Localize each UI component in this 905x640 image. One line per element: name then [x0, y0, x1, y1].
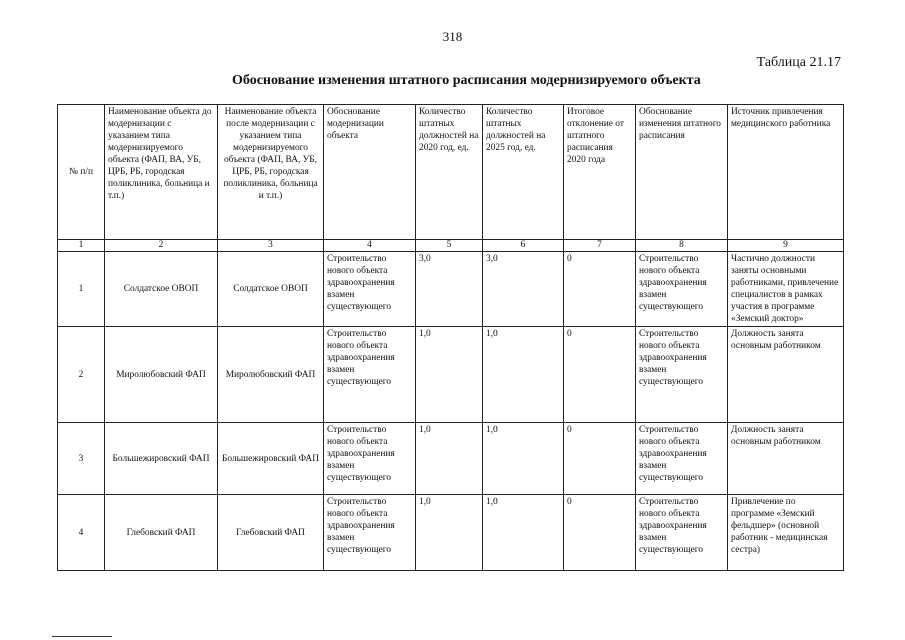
row-number: 4 [58, 495, 105, 571]
worker-source: Должность занята основным работником [728, 423, 844, 495]
header-cell-num: № п/п [58, 105, 105, 240]
table-header-row [58, 105, 844, 240]
object-before: Миролюбовский ФАП [105, 327, 218, 423]
column-index: 7 [564, 240, 636, 252]
staff-2025: 1,0 [483, 423, 564, 495]
header-cell-staff-2025: Количество штатных должностей на 2025 год, ед. [483, 105, 564, 240]
staff-deviation: 0 [564, 495, 636, 571]
column-index: 6 [483, 240, 564, 252]
modernization-reason: Строительство нового объекта здравоохранения взамен существующего [324, 495, 416, 571]
object-after: Солдатское ОВОП [218, 252, 324, 327]
table-row [58, 423, 844, 495]
header-cell-staff-2020: Количество штатных должностей на 2020 год, ед. [416, 105, 483, 240]
staff-2020: 1,0 [416, 327, 483, 423]
header-cell-before: Наименование объекта до модернизации с указанием типа модернизируемого объекта (ФАП, ВА, УБ, ЦРБ, РБ, городская поликлиника, больница и т.п.) [105, 105, 218, 240]
worker-source: Частично должности заняты основными работниками, привлечение специалистов в рамках участия в программе «Земский доктор» [728, 252, 844, 327]
staff-2025: 1,0 [483, 327, 564, 423]
object-before: Большежировский ФАП [105, 423, 218, 495]
column-index: 5 [416, 240, 483, 252]
modernization-reason: Строительство нового объекта здравоохранения взамен существующего [324, 327, 416, 423]
header-cell-after: Наименование объекта после модернизации с указанием типа модернизируемого объекта (ФАП, ВА, УБ, ЦРБ, РБ, городская поликлиника, больница и т.п.) [218, 105, 324, 240]
row-number: 2 [58, 327, 105, 423]
header-cell-reason: Обоснование модернизации объекта [324, 105, 416, 240]
column-index: 9 [728, 240, 844, 252]
page-number: 318 [442, 29, 463, 44]
worker-source: Должность занята основным работником [728, 327, 844, 423]
staffing-table [57, 104, 844, 571]
column-index: 3 [218, 240, 324, 252]
staffing-change-reason: Строительство нового объекта здравоохранения взамен существующего [636, 495, 728, 571]
worker-source: Привлечение по программе «Земский фельдшер» (основной работник - медицинская сестра) [728, 495, 844, 571]
column-index-row [58, 240, 844, 252]
table-row [58, 327, 844, 423]
object-after: Большежировский ФАП [218, 423, 324, 495]
row-number: 1 [58, 252, 105, 327]
table-row [58, 495, 844, 571]
header-cell-staff-reason: Обоснование изменения штатного расписания [636, 105, 728, 240]
footer-rule [52, 636, 112, 637]
staff-2025: 3,0 [483, 252, 564, 327]
staffing-change-reason: Строительство нового объекта здравоохранения взамен существующего [636, 252, 728, 327]
column-index: 8 [636, 240, 728, 252]
staffing-change-reason: Строительство нового объекта здравоохранения взамен существующего [636, 327, 728, 423]
header-cell-deviation: Итоговое отклонение от штатного расписания 2020 года [564, 105, 636, 240]
column-index: 2 [105, 240, 218, 252]
staff-deviation: 0 [564, 327, 636, 423]
object-before: Солдатское ОВОП [105, 252, 218, 327]
object-after: Миролюбовский ФАП [218, 327, 324, 423]
staff-2025: 1,0 [483, 495, 564, 571]
staff-deviation: 0 [564, 252, 636, 327]
page-title: Обоснование изменения штатного расписания модернизируемого объекта [232, 73, 701, 88]
table-label: Таблица 21.17 [756, 55, 841, 70]
object-after: Глебовский ФАП [218, 495, 324, 571]
object-before: Глебовский ФАП [105, 495, 218, 571]
staffing-change-reason: Строительство нового объекта здравоохранения взамен существующего [636, 423, 728, 495]
column-index: 4 [324, 240, 416, 252]
modernization-reason: Строительство нового объекта здравоохранения взамен существующего [324, 252, 416, 327]
staff-2020: 3,0 [416, 252, 483, 327]
staff-deviation: 0 [564, 423, 636, 495]
staff-2020: 1,0 [416, 423, 483, 495]
modernization-reason: Строительство нового объекта здравоохранения взамен существующего [324, 423, 416, 495]
table-row [58, 252, 844, 327]
column-index: 1 [58, 240, 105, 252]
header-cell-source: Источник привлечения медицинского работника [728, 105, 844, 240]
staff-2020: 1,0 [416, 495, 483, 571]
row-number: 3 [58, 423, 105, 495]
